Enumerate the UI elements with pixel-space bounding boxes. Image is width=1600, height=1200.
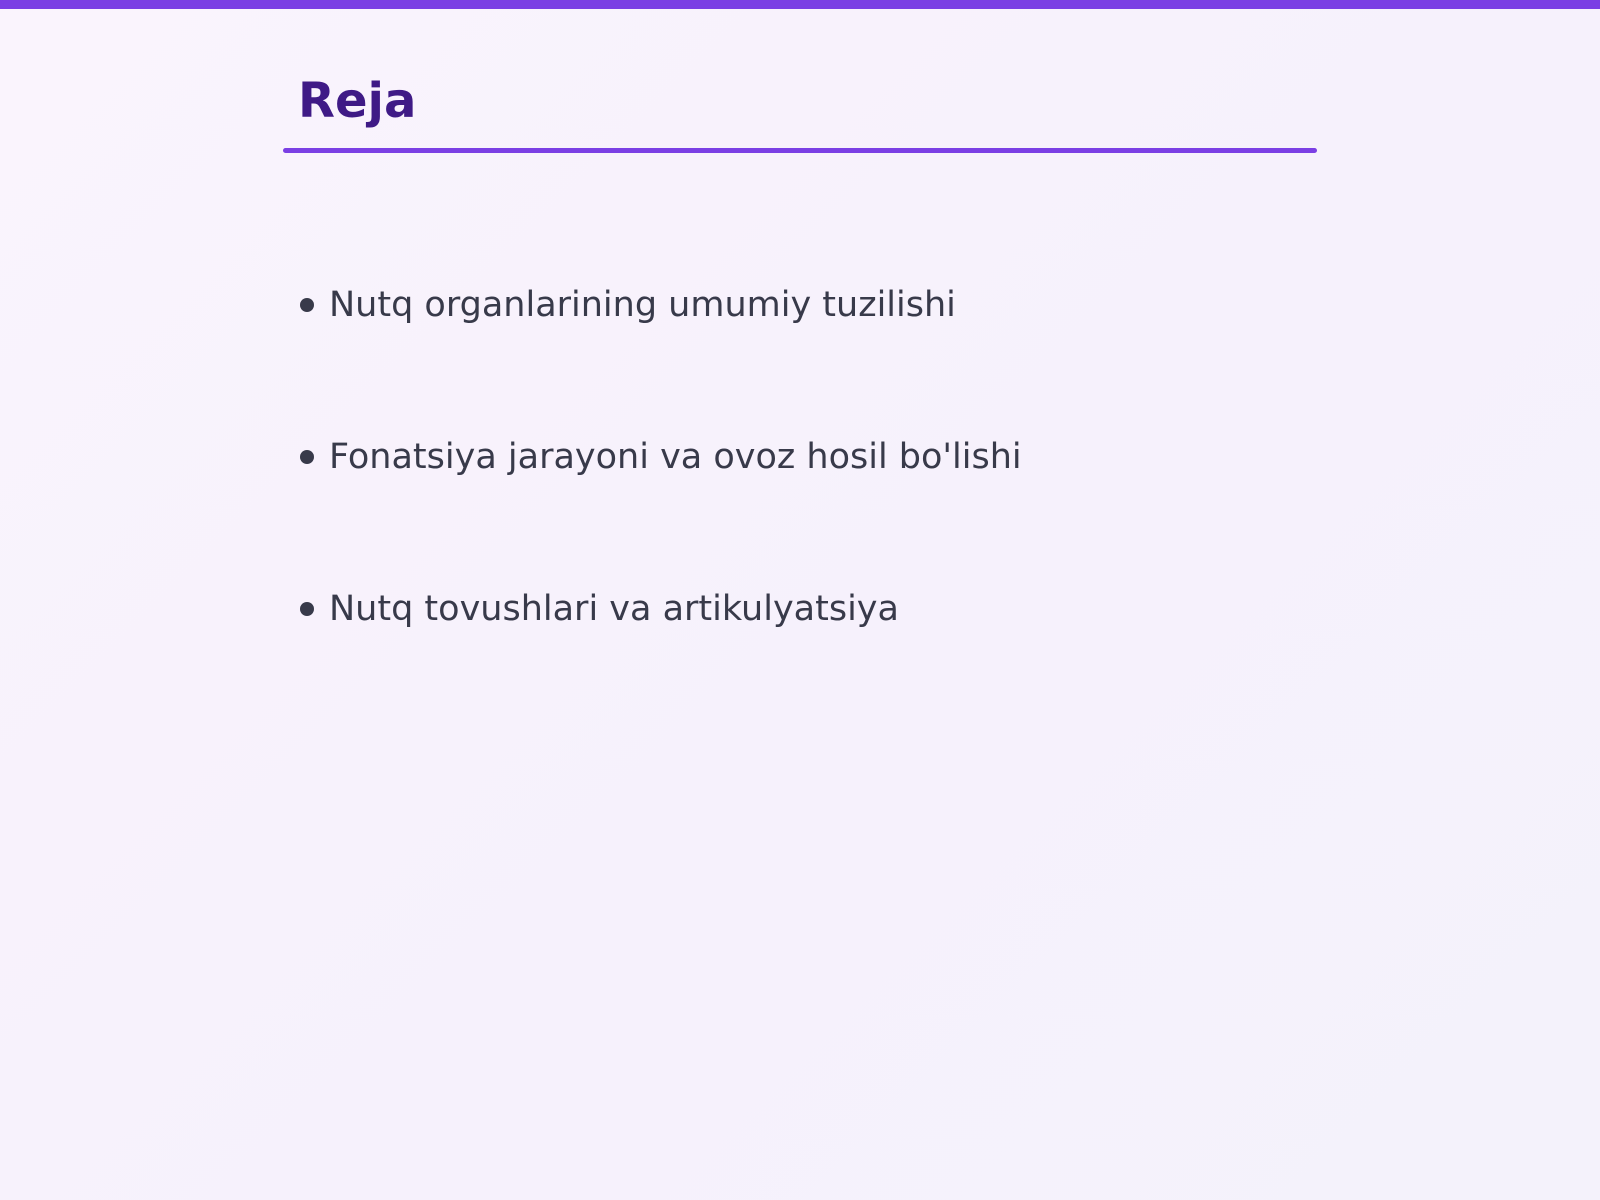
bullet-list <box>300 275 1022 731</box>
slide-header <box>283 68 1317 153</box>
bullet-dot-icon <box>300 602 314 616</box>
title-underline <box>283 148 1317 153</box>
bullet-dot-icon <box>300 450 314 464</box>
slide-title: Reja <box>298 73 417 129</box>
bullet-text: Nutq tovushlari va artikulyatsiya <box>329 589 899 629</box>
bullet-item-3 <box>300 579 1022 639</box>
bullet-item-2 <box>300 427 1022 487</box>
top-accent-bar <box>0 0 1600 9</box>
bullet-text: Fonatsiya jarayoni va ovoz hosil bo'lishi <box>329 437 1022 477</box>
bullet-dot-icon <box>300 298 314 312</box>
bullet-text: Nutq organlarining umumiy tuzilishi <box>329 285 956 325</box>
bullet-item-1 <box>300 275 1022 335</box>
